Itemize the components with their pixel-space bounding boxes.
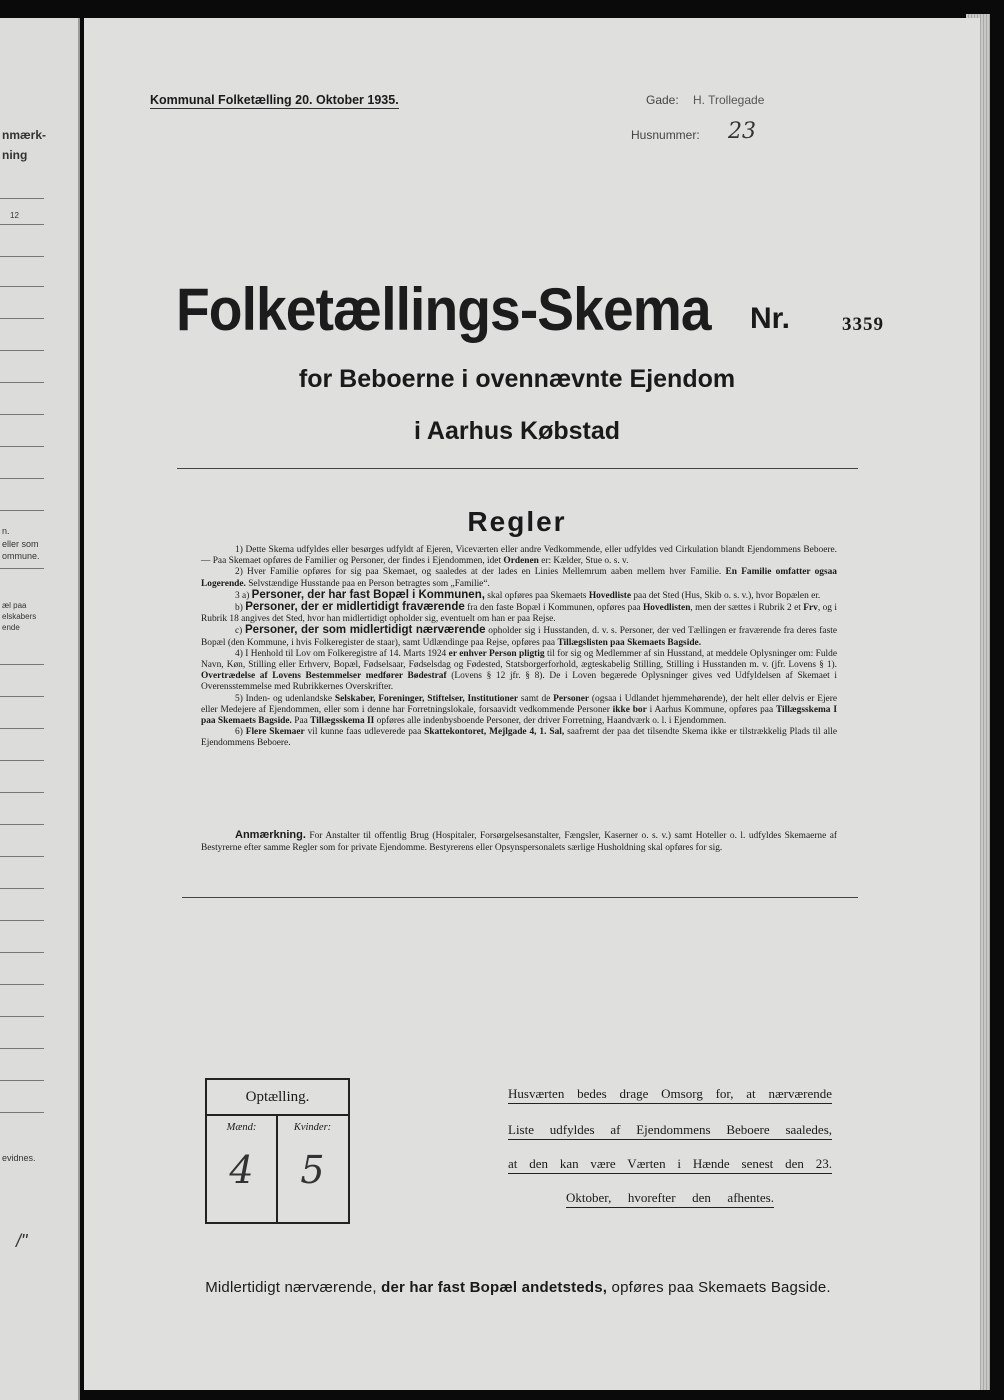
rule-2: 2) Hver Familie opføres for sig paa Skemaet, og saaledes at der lades en Linies Mellemrum aaben mellem hver Familie. En Familie omfatter ogsaa Logerende. Selvstændige Husstande paa en Person betragtes som „Familie“. bbox=[201, 567, 837, 589]
husnummer-label: Husnummer: bbox=[631, 128, 700, 142]
left-rule bbox=[0, 824, 44, 825]
rule-3c: c) Personer, der som midlertidigt nærværende opholder sig i Husstanden, d. v. s. Personer, der ved Tællingen er fraværende fra deres faste Bopæl (den Kommune, i hvis Folkeregister de staar), samt Udlændinge paa Rejse, opføres paa Tillægslisten paa Skemaets Bagside. bbox=[201, 624, 838, 648]
count-box bbox=[205, 1078, 350, 1224]
left-rule bbox=[0, 256, 44, 257]
form-subtitle: for Beboerne i ovennævnte Ejendom bbox=[298, 365, 736, 393]
left-fragment-text: n. bbox=[2, 526, 10, 536]
left-rule bbox=[0, 414, 44, 415]
footer-note: Midlertidigt nærværende, der har fast Bopæl andetsteds, opføres paa Skemaets Bagside. bbox=[205, 1279, 831, 1296]
gade-value: H. Trollegade bbox=[693, 93, 765, 107]
rule-6: 6) Flere Skemaer vil kunne faas udleverede paa Skattekontoret, Mejlgade 4, 1. Sal, saafremt der paa det tilsendte Skema ikke er tilstrækkelig Plads til alle Ejendommens Beboere. bbox=[201, 727, 838, 749]
form-number: 3359 bbox=[842, 314, 884, 335]
left-rule bbox=[0, 728, 44, 729]
notice-line: Liste udfyldes af Ejendommens Beboere saaledes, bbox=[508, 1122, 832, 1140]
left-rule bbox=[0, 350, 44, 351]
husnummer-value: 23 bbox=[728, 119, 756, 144]
left-rule bbox=[0, 198, 44, 199]
women-label: Kvinder: bbox=[293, 1122, 332, 1133]
anmaerkning-text: For Anstalter til offentlig Brug (Hospitaler, Forsørgelsesanstalter, Fængsler, Kaserner o. s. v.) samt Hoteller o. l. udfyldes Skemaerne af Bestyrerne efter samme Regler som for private Ejendomme. Bestyrerens eller Opsynspersonalets særlige Husholdning skal opføres for sig. bbox=[201, 831, 837, 853]
notice-line: Oktober, hvorefter den afhentes. bbox=[566, 1190, 774, 1208]
left-rule bbox=[0, 856, 44, 857]
left-rule bbox=[0, 664, 44, 665]
left-fragment-text: æl paa bbox=[2, 601, 27, 610]
left-fragment-text: nmærk- bbox=[2, 128, 47, 142]
rules-text bbox=[201, 545, 837, 750]
left-rule bbox=[0, 1112, 44, 1113]
left-page-fragment bbox=[0, 18, 80, 1400]
left-rule bbox=[0, 984, 44, 985]
left-rule bbox=[0, 568, 44, 569]
divider bbox=[177, 468, 858, 469]
count-box-title: Optælling. bbox=[207, 1080, 348, 1116]
left-fragment-text: ning bbox=[2, 148, 28, 162]
left-rule bbox=[0, 318, 44, 319]
form-subtitle-city: i Aarhus Købstad bbox=[413, 417, 621, 445]
left-fragment-text: eller som bbox=[2, 539, 39, 549]
notice-line: at den kan være Værten i Hænde senest den 23. bbox=[508, 1156, 832, 1174]
anmaerkning-label: Anmærkning. bbox=[235, 829, 306, 841]
left-rule bbox=[0, 1016, 44, 1017]
left-rule bbox=[0, 1048, 44, 1049]
left-fragment-text: ende bbox=[2, 623, 20, 632]
rule-4: 4) I Henhold til Lov om Folkeregistre af 14. Marts 1924 er enhver Person pligtig til for sig og Medlemmer af sin Husstand, at meddele Oplysninger om: Fulde Navn, Køn, Stilling eller Erhverv, Bopæl, Fødselsaar, Fødselsdag og Fødested, Statsborgerforhold, ægteskabelig Stilling, Stilling i Husstanden m. v. (jfr. Lovens § 1). Overtrædelse af Lovens Bestemmelser medfører Bødestraf (Lovens § 12 jfr. § 8). De i Loven begærede Oplysninger gives ved Udfyldelsen af Skemaet i Overensstemmelse med Rubrikkernes Overskrifter. bbox=[201, 648, 837, 693]
rule-1: 1) Dette Skema udfyldes eller besørges udfyldt af Ejeren, Viceværten eller andre Vedkommende, eller udfyldes ved Cirkulation blandt Ejendommens Beboere. — Paa Skemaet opføres de Familier og Personer, der findes i Ejendommen, idet Ordenen er: Kælder, Stue o. s. v. bbox=[201, 545, 837, 567]
men-count: 4 bbox=[229, 1148, 254, 1192]
left-rule bbox=[0, 920, 44, 921]
left-fragment-text: 12 bbox=[10, 211, 19, 220]
left-rule bbox=[0, 760, 44, 761]
rule-3a: 3 a) Personer, der har fast Bopæl i Kommunen, skal opføres paa Skemaets Hovedliste paa det Sted (Hus, Skib o. s. v.), hvor Bopælen er. bbox=[235, 588, 821, 601]
left-fragment-text: elskabers bbox=[2, 612, 37, 621]
left-rule bbox=[0, 1080, 44, 1081]
left-fragment-text: evidnes. bbox=[2, 1153, 36, 1163]
form-title: Folketællings-Skema bbox=[176, 276, 711, 343]
left-rule bbox=[0, 888, 44, 889]
left-rule bbox=[0, 696, 44, 697]
left-rule bbox=[0, 478, 44, 479]
rule-5: 5) Inden- og udenlandske Selskaber, Foreninger, Stiftelser, Institutioner samt de Personer (ogsaa i Udlandet hjemmehørende), der helt eller delvis er Ejere eller Medejere af Ejendommen, eller som i denne har Forretningslokale, forsaavidt vedkommende Personer ikke bor i Aarhus Kommune, opføres paa Tillægsskema I paa Skemaets Bagside. Paa Tillægsskema II opføres alle indenbysboende Personer, der driver Forretning, Haandværk o. l. i Ejendommen. bbox=[201, 693, 837, 727]
women-count: 5 bbox=[300, 1148, 325, 1192]
gade-label: Gade: bbox=[646, 93, 679, 107]
left-fragment-text: ommune. bbox=[2, 551, 40, 561]
left-rule bbox=[0, 382, 44, 383]
form-nr-label: Nr. bbox=[750, 302, 791, 335]
men-label: Mænd: bbox=[226, 1122, 257, 1133]
left-rule bbox=[0, 510, 44, 511]
census-header: Kommunal Folketælling 20. Oktober 1935. bbox=[150, 93, 399, 107]
left-handwritten-mark: /" bbox=[16, 1231, 28, 1251]
rules-heading: Regler bbox=[467, 506, 567, 537]
left-rule bbox=[0, 224, 44, 225]
left-rule bbox=[0, 446, 44, 447]
left-rule bbox=[0, 286, 44, 287]
divider bbox=[182, 897, 858, 898]
notice-line: Husværten bedes drage Omsorg for, at nærværende bbox=[508, 1086, 832, 1104]
anmaerkning-note bbox=[201, 830, 837, 854]
rule-3b: b) Personer, der er midlertidigt fraværende fra den faste Bopæl i Kommunen, opføres paa Hovedlisten, men der sættes i Rubrik 2 et Frv, og i Rubrik 18 angives det Sted, hvor han midlertidigt opholder sig, eventuelt om han er paa Rejse. bbox=[201, 601, 838, 625]
left-rule bbox=[0, 792, 44, 793]
left-rule bbox=[0, 952, 44, 953]
